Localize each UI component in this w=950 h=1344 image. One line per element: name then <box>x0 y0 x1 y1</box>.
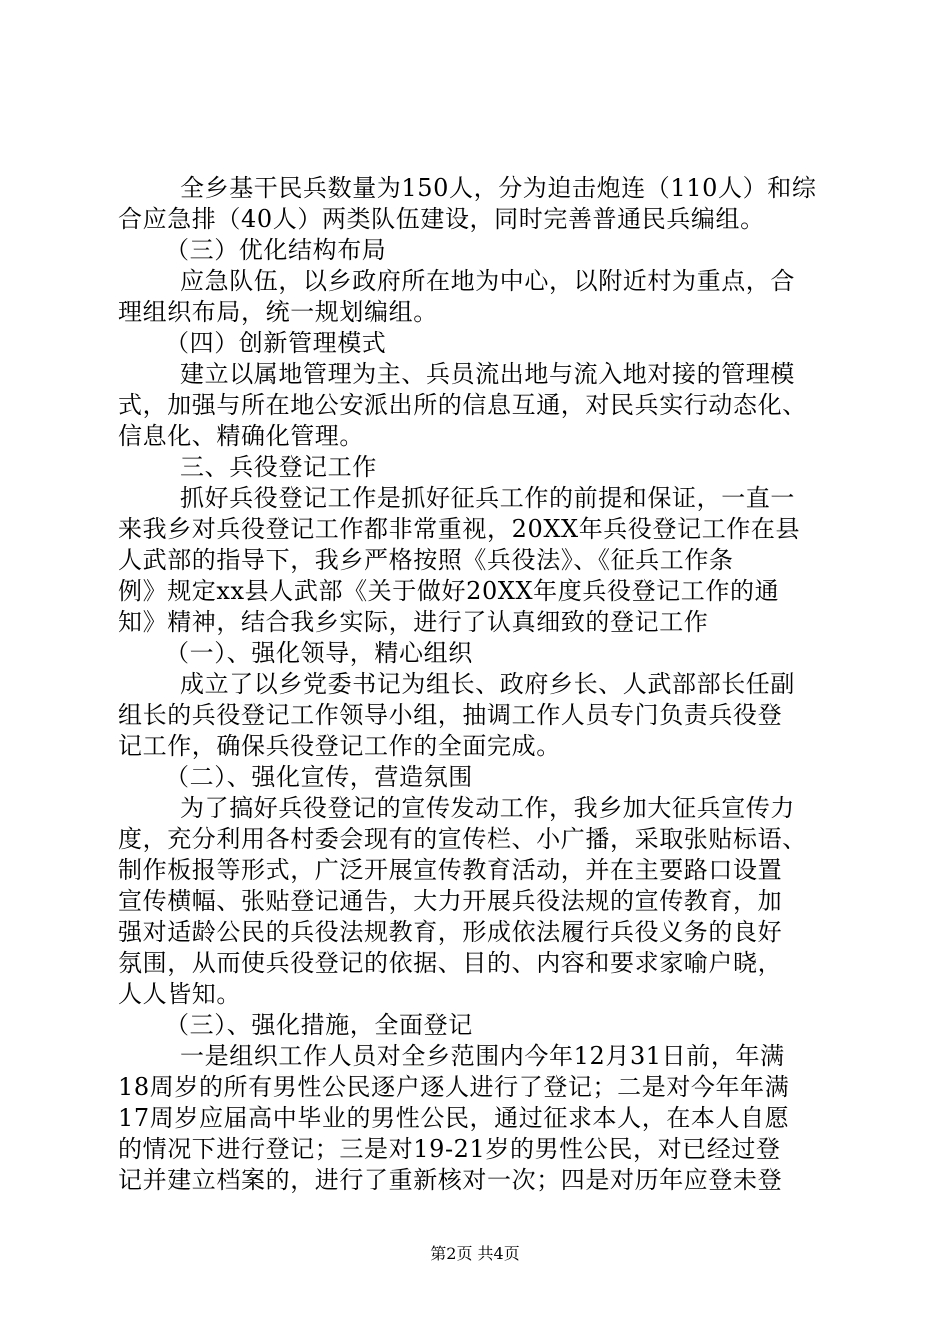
text-line: 全乡基干民兵数量为150人，分为迫击炮连（110人）和综 <box>180 174 817 202</box>
section-heading: （二）、强化宣传，营造氛围 <box>165 763 473 791</box>
text-line: 例》规定xx县人武部《关于做好20XX年度兵役登记工作的通 <box>118 577 780 605</box>
text-line: 宣传横幅、张贴登记通告，大力开展兵役法规的宣传教育，加 <box>118 887 783 915</box>
text-line: 氛围，从而使兵役登记的依据、目的、内容和要求家喻户晓， <box>118 949 783 977</box>
text-line: 应急队伍，以乡政府所在地为中心，以附近村为重点，合 <box>180 267 795 295</box>
text-line: 强对适龄公民的兵役法规教育，形成依法履行兵役义务的良好 <box>118 918 783 946</box>
text-line: 制作板报等形式，广泛开展宣传教育活动，并在主要路口设置 <box>118 856 783 884</box>
text-line: 知》精神，结合我乡实际，进行了认真细致的登记工作 <box>118 608 709 636</box>
section-heading: （三）、强化措施，全面登记 <box>165 1011 473 1039</box>
section-heading: （三）优化结构布局 <box>165 236 387 264</box>
text-line: 理组织布局，统一规划编组。 <box>118 298 438 326</box>
text-line: 式，加强与所在地公安派出所的信息互通，对民兵实行动态化、 <box>118 391 807 419</box>
text-line: 来我乡对兵役登记工作都非常重视，20XX年兵役登记工作在县 <box>118 515 801 543</box>
text-line: 组长的兵役登记工作领导小组，抽调工作人员专门负责兵役登 <box>118 701 783 729</box>
text-line: 抓好兵役登记工作是抓好征兵工作的前提和保证，一直一 <box>180 484 795 512</box>
text-line: 建立以属地管理为主、兵员流出地与流入地对接的管理模 <box>180 360 795 388</box>
text-line: 记并建立档案的，进行了重新核对一次；四是对历年应登未登 <box>118 1166 783 1194</box>
section-heading: （四）创新管理模式 <box>165 329 387 357</box>
text-line: 17周岁应届高中毕业的男性公民，通过征求本人，在本人自愿 <box>118 1104 790 1132</box>
text-line: 18周岁的所有男性公民逐户逐人进行了登记；二是对今年年满 <box>118 1073 790 1101</box>
text-line: 人人皆知。 <box>118 980 241 1008</box>
text-line: 为了搞好兵役登记的宣传发动工作，我乡加大征兵宣传力 <box>180 794 795 822</box>
text-line: 度，充分利用各村委会现有的宣传栏、小广播，采取张贴标语、 <box>118 825 807 853</box>
text-line: 的情况下进行登记；三是对19-21岁的男性公民，对已经过登 <box>118 1135 781 1163</box>
page-number-footer: 第2页 共4页 <box>430 1244 520 1263</box>
text-line: 信息化、精确化管理。 <box>118 422 364 450</box>
text-line: 人武部的指导下，我乡严格按照《兵役法》、《征兵工作条 <box>118 546 734 574</box>
section-heading: 三、兵役登记工作 <box>180 453 377 481</box>
text-line: 合应急排（40人）两类队伍建设，同时完善普通民兵编组。 <box>118 205 765 233</box>
text-line: 记工作，确保兵役登记工作的全面完成。 <box>118 732 561 760</box>
section-heading: （一）、强化领导，精心组织 <box>165 639 473 667</box>
text-line: 成立了以乡党委书记为组长、政府乡长、人武部部长任副 <box>180 670 795 698</box>
text-line: 一是组织工作人员对全乡范围内今年12月31日前，年满 <box>180 1042 785 1070</box>
